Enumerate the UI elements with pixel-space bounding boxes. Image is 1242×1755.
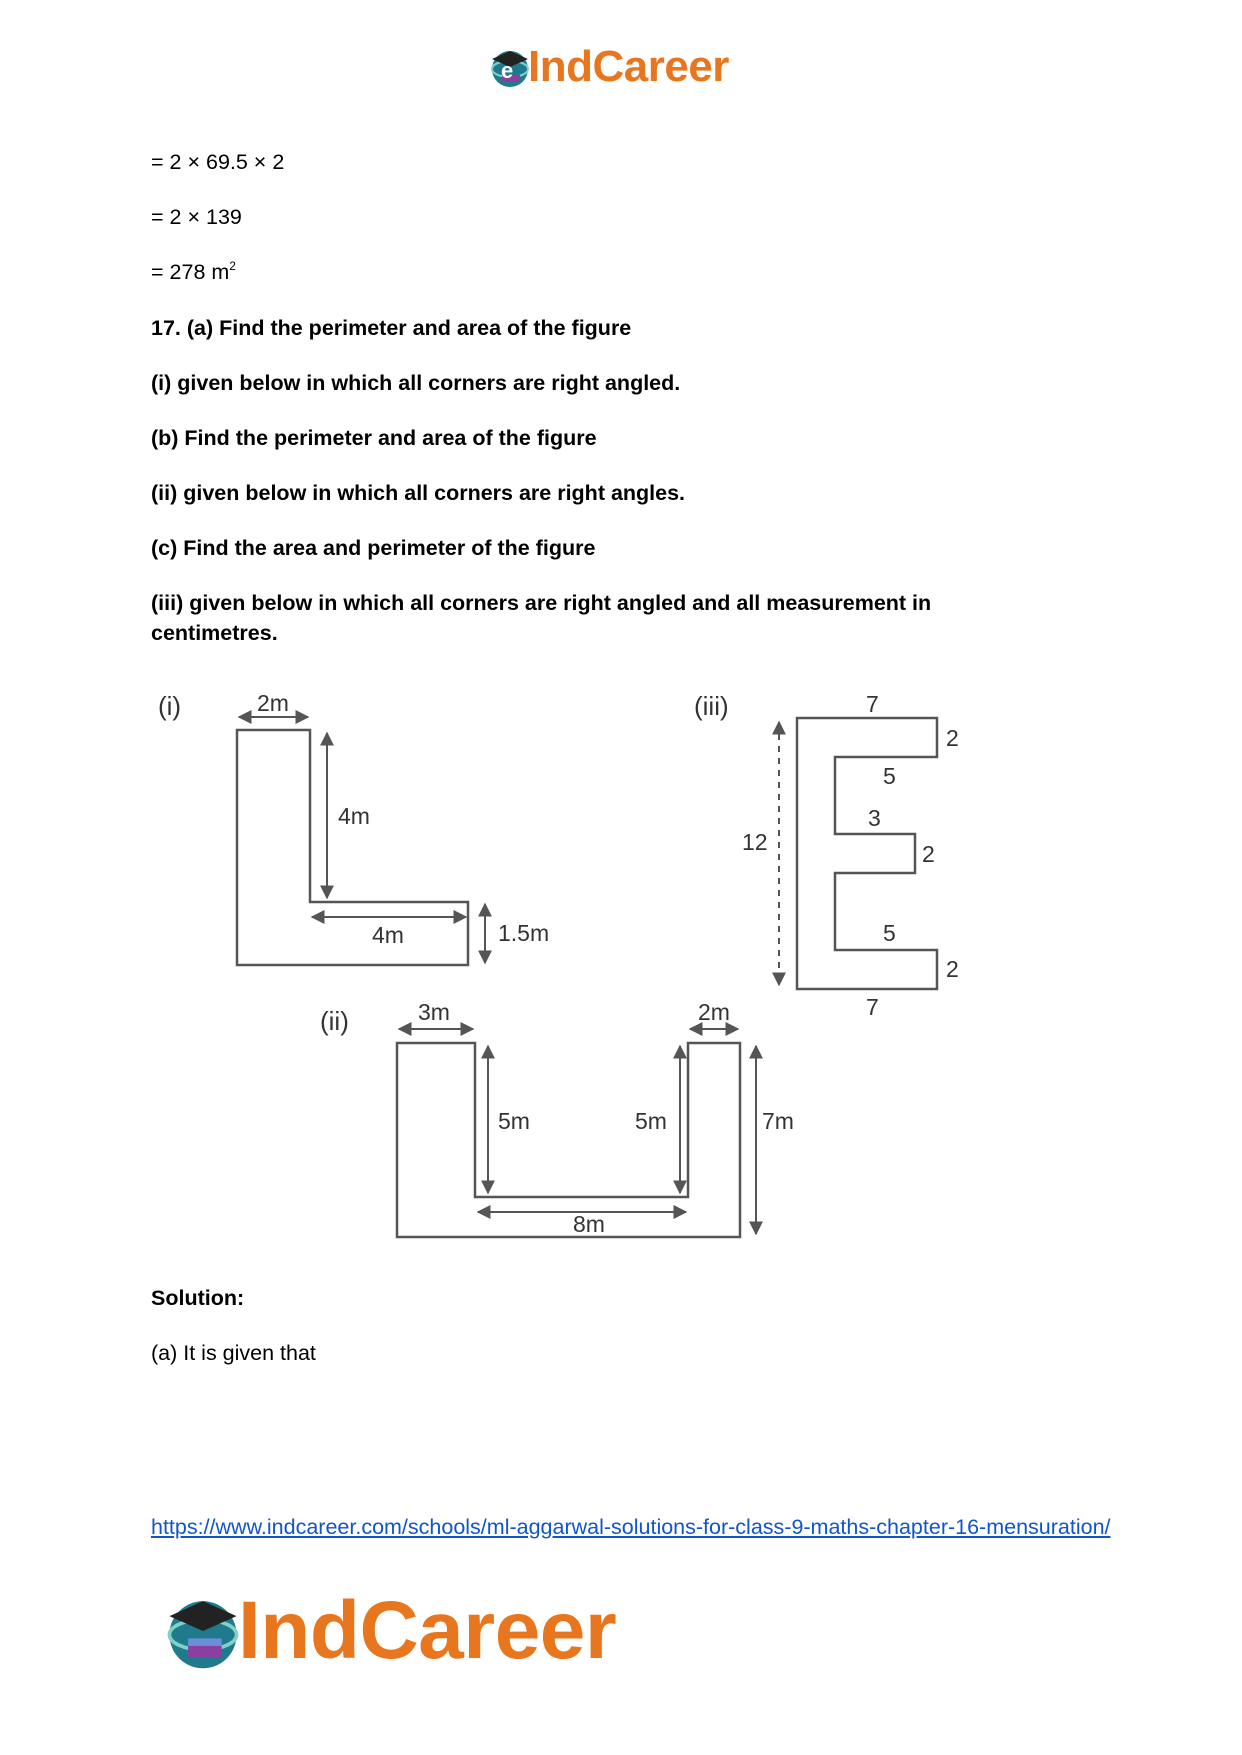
brand-name-bottom: IndCareer [238,1585,617,1676]
label-fig-iii: (iii) [694,691,729,721]
superscript: 2 [229,259,236,273]
label-iii-bottom: 7 [866,994,879,1020]
svg-text:e: e [501,58,514,83]
label-ii-inner-right: 5m [635,1108,667,1134]
question-17a-i: (i) given below in which all corners are right angled. [151,371,681,395]
label-iii-arm-top: 2 [946,725,959,751]
label-ii-bottom: 8m [573,1211,605,1237]
label-iii-middle-len: 3 [868,805,881,831]
question-17c: (c) Find the area and perimeter of the figure [151,536,596,560]
graduation-cap-globe-icon [162,1590,244,1672]
label-ii-outer: 7m [762,1108,794,1134]
label-i-height: 4m [338,803,370,829]
solution-line-1: (a) It is given that [151,1341,316,1365]
label-ii-right: 2m [698,999,730,1025]
question-17b-ii: (ii) given below in which all corners are right angles. [151,481,686,505]
label-iii-top: 7 [866,691,879,717]
label-i-bottom: 4m [372,922,404,948]
label-iii-gap-bottom: 5 [883,920,896,946]
label-iii-middle-arm: 2 [922,841,935,867]
label-iii-arm-bottom: 2 [946,956,959,982]
label-iii-gap-top: 5 [883,763,896,789]
figure-ii-shape [397,1043,740,1237]
question-17a: 17. (a) Find the perimeter and area of the figure [151,316,632,340]
label-ii-left: 3m [418,999,450,1025]
question-17c-iii: (iii) given below in which all corners are right angled and all measurement in centimetres. [151,591,932,645]
graduation-cap-globe-icon [488,45,532,89]
figure-i-shape [237,730,468,965]
figure-iii-shape [797,718,937,989]
label-i-thick: 1.5m [498,920,550,946]
equation-line-1: = 2 × 69.5 × 2 [151,150,285,174]
solution-heading: Solution: [151,1286,245,1310]
equation-line-2: = 2 × 139 [151,205,242,229]
figures-diagram [150,680,970,1240]
label-iii-height: 12 [742,829,768,855]
question-17b: (b) Find the perimeter and area of the figure [151,426,597,450]
label-ii-inner-left: 5m [498,1108,530,1134]
label-i-top: 2m [257,690,289,716]
brand-logo-bottom [162,1586,616,1676]
label-fig-ii: (ii) [320,1006,349,1036]
label-fig-i: (i) [158,691,182,721]
brand-logo-top [488,42,729,92]
equation-line-3: = 278 $m^2$ [151,259,236,284]
source-link[interactable]: https://www.indcareer.com/schools/ml-aggarwal-solutions-for-class-9-maths-chapter-16-mensuration/ [151,1515,1111,1539]
brand-name-top: IndCareer [528,42,729,91]
